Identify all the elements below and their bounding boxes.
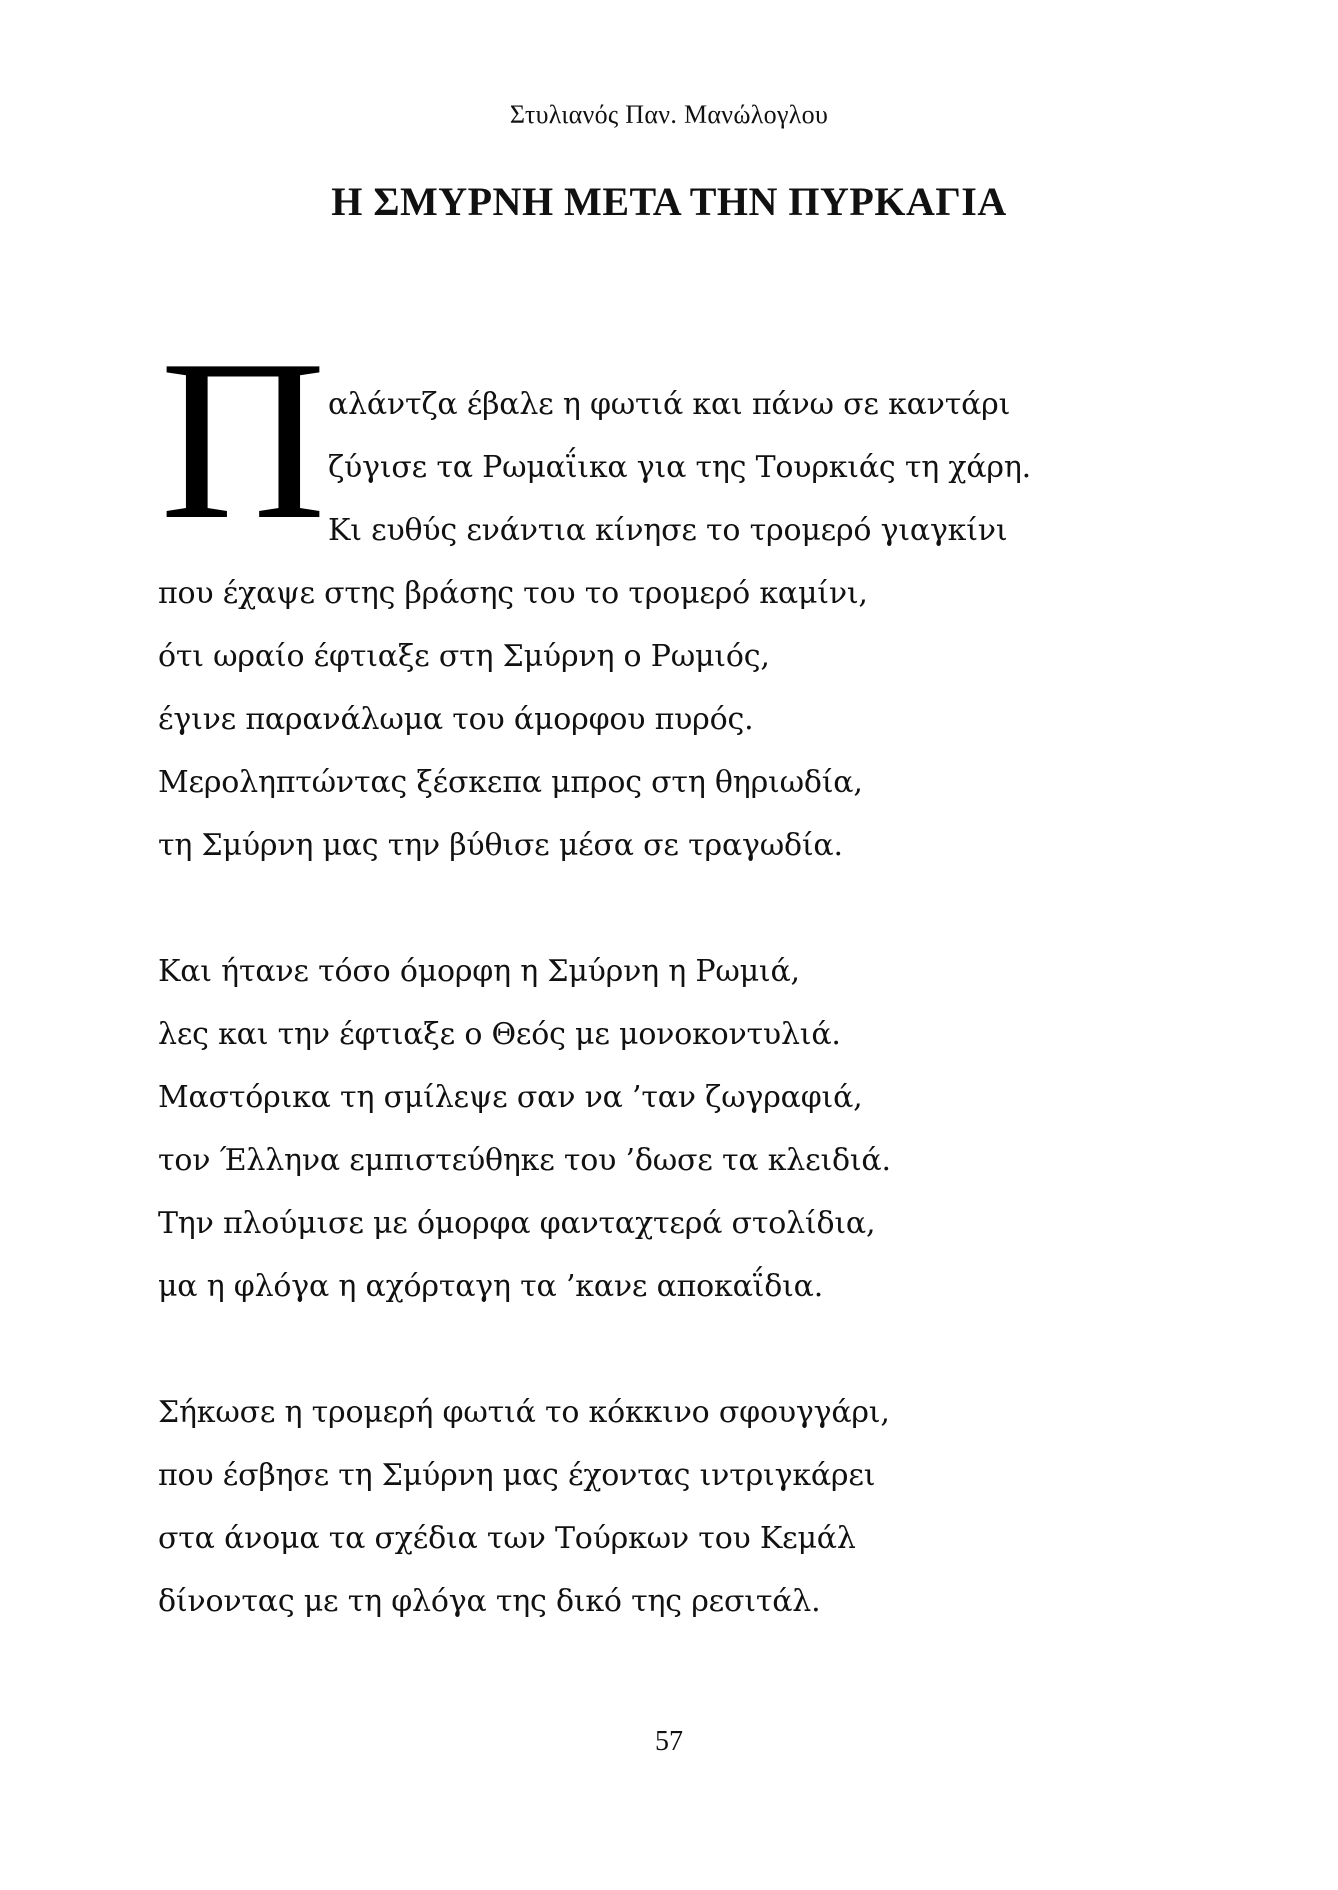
poem-line: Και ήτανε τόσο όμορφη η Σμύρνη η Ρωμιά, <box>158 954 800 989</box>
poem-body <box>158 373 1218 1633</box>
poem-line: ότι ωραίο έφτιαξε στη Σμύρνη ο Ρωμιός, <box>158 639 770 674</box>
poem-title: Η ΣΜΥΡΝΗ ΜΕΤΑ ΤΗΝ ΠΥΡΚΑΓΙΑ <box>331 179 1007 224</box>
poem-line: Μεροληπτώντας ξέσκεπα μπρος στη θηριωδία, <box>158 765 863 800</box>
poem-line: δίνοντας με τη φλόγα της δικό της ρεσιτάλ. <box>158 1584 821 1619</box>
poem-line: έγινε παρανάλωμα του άμορφου πυρός. <box>158 702 754 737</box>
poem-line: μα η φλόγα η αχόρταγη τα ’κανε αποκαΐδια. <box>158 1269 824 1304</box>
author-name: Στυλιανός Παν. Μανώλογλου <box>509 100 829 129</box>
poem-line: αλάντζα έβαλε η φωτιά και πάνω σε καντάρι <box>328 387 1011 422</box>
poem-line: Την πλούμισε με όμορφα φανταχτερά στολίδια, <box>158 1206 876 1241</box>
stanza-break <box>158 877 1218 940</box>
poem-line: Σήκωσε η τρομερή φωτιά το κόκκινο σφουγγάρι, <box>158 1395 890 1430</box>
poem-line: στα άνομα τα σχέδια των Τούρκων του Κεμάλ <box>158 1521 856 1556</box>
poem-line: Μαστόρικα τη σμίλεψε σαν να ’ταν ζωγραφιά, <box>158 1080 863 1115</box>
drop-cap-letter: Π <box>160 312 327 567</box>
poem-line: λες και την έφτιαξε ο Θεός με μονοκοντυλιά. <box>158 1017 841 1052</box>
stanza-break <box>158 1318 1218 1381</box>
poem-line: τη Σμύρνη μας την βύθισε μέσα σε τραγωδία. <box>158 828 843 863</box>
poem-line: ζύγισε τα Ρωμαΐικα για της Τουρκιάς τη χάρη. <box>328 450 1031 485</box>
poem-line: που έχαψε στης βράσης του το τρομερό καμίνι, <box>158 576 868 611</box>
poem-line: τον Έλληνα εμπιστεύθηκε του ’δωσε τα κλειδιά. <box>158 1143 891 1178</box>
poem-line: που έσβησε τη Σμύρνη μας έχοντας ιντριγκάρει <box>158 1458 876 1493</box>
poem-line: Κι ευθύς ενάντια κίνησε το τρομερό γιαγκίνι <box>328 513 1008 548</box>
page-number: 57 <box>655 1726 683 1757</box>
